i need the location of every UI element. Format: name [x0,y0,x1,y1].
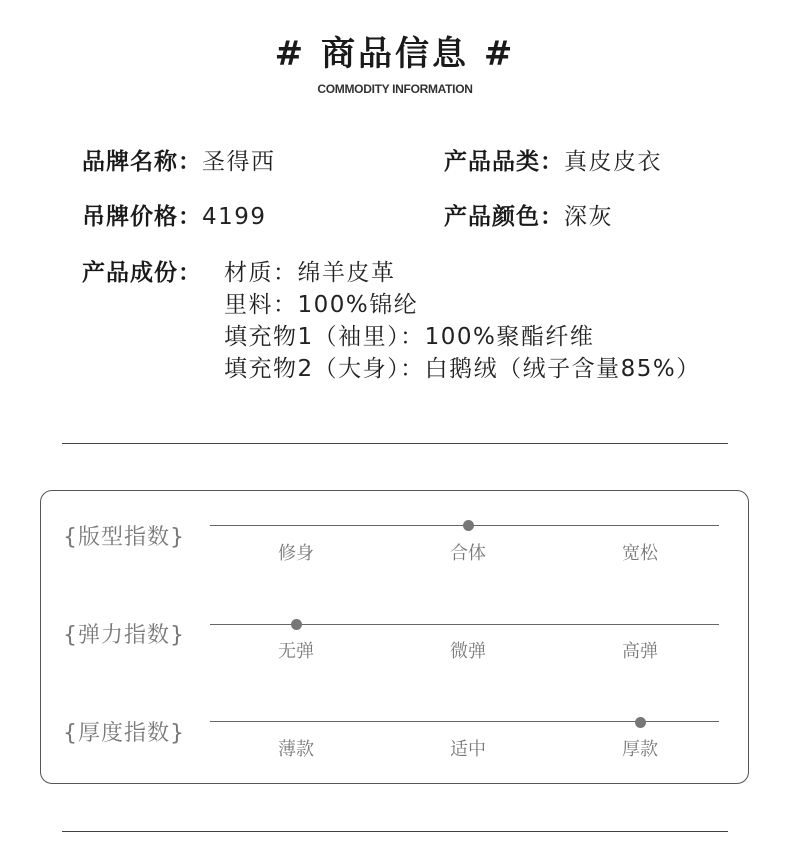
composition-row [82,257,202,289]
fit-option-regular: 合体 [450,543,486,564]
brand-row [82,146,276,178]
category-label: 产品品类： [444,149,564,175]
elasticity-option-high: 高弹 [622,641,658,662]
composition-line: 填充物1（袖里）：100%聚酯纤维 [224,324,595,350]
thickness-option-thin: 薄款 [278,739,314,760]
color-label: 产品颜色： [444,204,564,230]
thickness-option-medium: 适中 [450,739,486,760]
elasticity-index-label: {弹力指数} [63,623,185,648]
page-subtitle: COMMODITY INFORMATION [317,82,473,96]
elasticity-option-none: 无弹 [278,641,314,662]
color-row [444,201,613,233]
composition-line: 材质：绵羊皮革 [224,260,396,286]
thickness-index-marker [635,717,646,728]
composition-label: 产品成份： [82,260,202,286]
brand-value: 圣得西 [202,149,276,175]
thickness-index-label: {厚度指数} [63,721,185,746]
price-label: 吊牌价格： [82,204,202,230]
brand-label: 品牌名称： [82,149,202,175]
page-title: # 商品信息 # [274,34,516,74]
fit-option-loose: 宽松 [622,543,658,564]
composition-list [224,257,701,385]
price-row [82,201,267,233]
fit-option-slim: 修身 [278,543,314,564]
composition-line: 里料：100%锦纶 [224,292,419,318]
price-value: 4199 [202,204,267,230]
thickness-option-thick: 厚款 [622,739,658,760]
category-value: 真皮皮衣 [564,149,662,175]
divider-top [62,443,728,444]
category-row [444,146,662,178]
elasticity-option-slight: 微弹 [450,641,486,662]
elasticity-index-scale [210,624,719,625]
color-value: 深灰 [564,204,613,230]
composition-line: 填充物2（大身）：白鹅绒（绒子含量85%） [224,356,701,382]
elasticity-index-marker [291,619,302,630]
fit-index-marker [463,520,474,531]
divider-bottom [62,831,728,832]
fit-index-label: {版型指数} [63,525,185,550]
